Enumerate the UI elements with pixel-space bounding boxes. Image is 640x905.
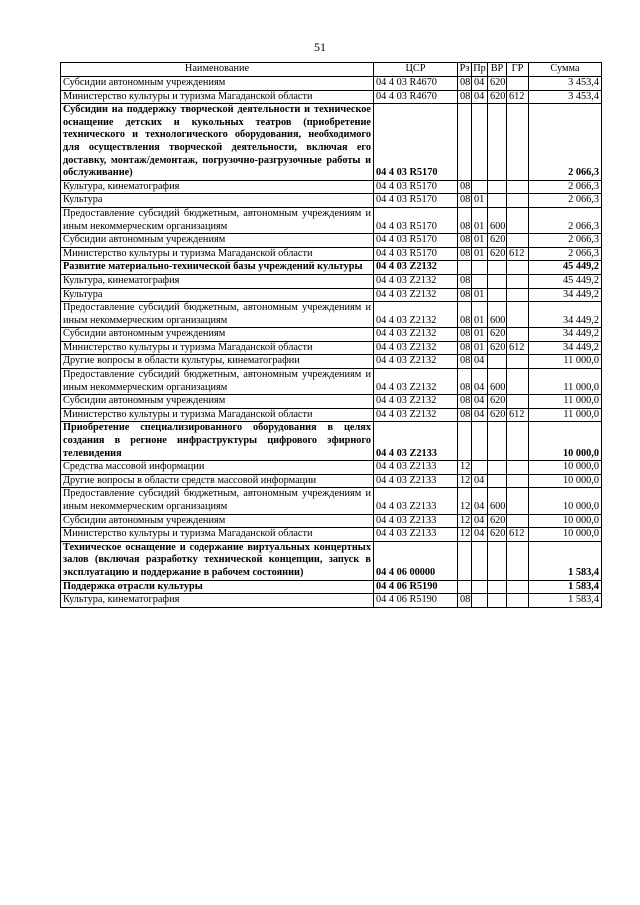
- table-row: [61, 104, 602, 181]
- cell-rz: 08: [458, 328, 472, 342]
- cell-csr: 04 4 03 Z2133: [374, 514, 458, 528]
- cell-vr: 620: [488, 408, 507, 422]
- cell-sum: 2 066,3: [529, 207, 602, 233]
- cell-vr: [488, 104, 507, 181]
- cell-pr: [472, 261, 488, 275]
- cell-name: Предоставление субсидий бюджетным, автономным учреждениям и иным некоммерческим организациям: [61, 302, 374, 328]
- table-row: [61, 369, 602, 395]
- budget-table: [60, 62, 602, 608]
- cell-vr: [488, 180, 507, 194]
- cell-vr: [488, 580, 507, 594]
- table-row: [61, 302, 602, 328]
- cell-name: Предоставление субсидий бюджетным, автономным учреждениям и иным некоммерческим организациям: [61, 369, 374, 395]
- table-row: [61, 422, 602, 461]
- cell-csr: 04 4 03 Z2132: [374, 328, 458, 342]
- table-row: [61, 274, 602, 288]
- cell-pr: [472, 422, 488, 461]
- table-row: [61, 408, 602, 422]
- cell-rz: 08: [458, 194, 472, 208]
- cell-rz: 08: [458, 207, 472, 233]
- cell-sum: 34 449,2: [529, 341, 602, 355]
- cell-pr: 01: [472, 234, 488, 248]
- cell-name: Субсидии на поддержку творческой деятельности и техническое оснащение детских и кукольных театров (приобретение технического и технологического оборудования, необходимого для осуществления творческой деятельности, включая его доставку, монтаж/демонтаж, погрузочно-разгрузочные работы и обслуживание): [61, 104, 374, 181]
- cell-name: Субсидии автономным учреждениям: [61, 514, 374, 528]
- cell-vr: [488, 355, 507, 369]
- cell-rz: 08: [458, 341, 472, 355]
- cell-gr: 612: [507, 90, 529, 104]
- cell-gr: [507, 234, 529, 248]
- cell-sum: 10 000,0: [529, 528, 602, 542]
- table-row: [61, 474, 602, 488]
- cell-rz: 12: [458, 488, 472, 514]
- cell-gr: [507, 474, 529, 488]
- cell-pr: 01: [472, 341, 488, 355]
- cell-gr: 612: [507, 408, 529, 422]
- cell-vr: 600: [488, 302, 507, 328]
- cell-rz: [458, 104, 472, 181]
- cell-rz: 12: [458, 514, 472, 528]
- cell-gr: [507, 461, 529, 475]
- cell-rz: [458, 261, 472, 275]
- cell-name: Министерство культуры и туризма Магаданской области: [61, 90, 374, 104]
- cell-rz: [458, 541, 472, 580]
- cell-name: Другие вопросы в области культуры, кинематографии: [61, 355, 374, 369]
- cell-sum: 3 453,4: [529, 77, 602, 91]
- table-row: [61, 207, 602, 233]
- cell-vr: [488, 288, 507, 302]
- cell-csr: 04 4 03 Z2132: [374, 355, 458, 369]
- cell-csr: 04 4 03 Z2132: [374, 288, 458, 302]
- table-row: [61, 594, 602, 608]
- cell-name: Средства массовой информации: [61, 461, 374, 475]
- cell-csr: 04 4 03 R5170: [374, 234, 458, 248]
- cell-pr: 04: [472, 408, 488, 422]
- cell-name: Субсидии автономным учреждениям: [61, 234, 374, 248]
- table-row: [61, 261, 602, 275]
- table-body: [61, 77, 602, 608]
- cell-csr: 04 4 03 Z2133: [374, 488, 458, 514]
- cell-vr: 620: [488, 328, 507, 342]
- table-row: [61, 528, 602, 542]
- cell-rz: 08: [458, 90, 472, 104]
- header-rz: Рз: [458, 63, 472, 77]
- cell-csr: 04 4 06 00000: [374, 541, 458, 580]
- table-row: [61, 194, 602, 208]
- cell-sum: 10 000,0: [529, 461, 602, 475]
- header-csr: ЦСР: [374, 63, 458, 77]
- cell-sum: 34 449,2: [529, 302, 602, 328]
- cell-csr: 04 4 03 Z2132: [374, 369, 458, 395]
- cell-name: Приобретение специализированного оборудования в целях создания в регионе инфраструктуры цифрового эфирного телевидения: [61, 422, 374, 461]
- cell-pr: 04: [472, 528, 488, 542]
- cell-rz: 12: [458, 461, 472, 475]
- cell-pr: 04: [472, 514, 488, 528]
- cell-vr: [488, 594, 507, 608]
- table-row: [61, 288, 602, 302]
- cell-csr: 04 4 03 Z2132: [374, 274, 458, 288]
- cell-pr: 04: [472, 474, 488, 488]
- cell-name: Другие вопросы в области средств массовой информации: [61, 474, 374, 488]
- cell-sum: 34 449,2: [529, 328, 602, 342]
- cell-sum: 2 066,3: [529, 247, 602, 261]
- cell-csr: 04 4 03 R5170: [374, 194, 458, 208]
- table-row: [61, 461, 602, 475]
- page-number: 51: [314, 40, 326, 54]
- cell-rz: 08: [458, 302, 472, 328]
- cell-rz: 12: [458, 474, 472, 488]
- cell-vr: 620: [488, 395, 507, 409]
- cell-vr: 600: [488, 207, 507, 233]
- cell-rz: 08: [458, 395, 472, 409]
- cell-vr: 620: [488, 234, 507, 248]
- table-row: [61, 488, 602, 514]
- cell-gr: [507, 514, 529, 528]
- table-row: [61, 355, 602, 369]
- cell-csr: 04 4 03 Z2132: [374, 302, 458, 328]
- cell-pr: [472, 180, 488, 194]
- cell-rz: 08: [458, 247, 472, 261]
- cell-sum: 10 000,0: [529, 422, 602, 461]
- cell-gr: [507, 355, 529, 369]
- cell-csr: 04 4 03 R5170: [374, 180, 458, 194]
- cell-vr: [488, 261, 507, 275]
- cell-csr: 04 4 06 R5190: [374, 594, 458, 608]
- cell-sum: 1 583,4: [529, 580, 602, 594]
- cell-sum: 45 449,2: [529, 261, 602, 275]
- cell-name: Субсидии автономным учреждениям: [61, 328, 374, 342]
- cell-csr: 04 4 03 R5170: [374, 207, 458, 233]
- cell-vr: 620: [488, 247, 507, 261]
- cell-gr: [507, 77, 529, 91]
- cell-vr: 620: [488, 514, 507, 528]
- cell-gr: [507, 395, 529, 409]
- cell-name: Культура, кинематография: [61, 274, 374, 288]
- cell-name: Министерство культуры и туризма Магаданской области: [61, 528, 374, 542]
- cell-name: Культура: [61, 194, 374, 208]
- cell-csr: 04 4 03 R5170: [374, 247, 458, 261]
- cell-sum: 10 000,0: [529, 488, 602, 514]
- cell-pr: 01: [472, 207, 488, 233]
- cell-name: Развитие материально-технической базы учреждений культуры: [61, 261, 374, 275]
- cell-pr: 04: [472, 369, 488, 395]
- header-sum: Сумма: [529, 63, 602, 77]
- cell-pr: 01: [472, 302, 488, 328]
- cell-sum: 11 000,0: [529, 395, 602, 409]
- table-row: [61, 247, 602, 261]
- cell-rz: 12: [458, 528, 472, 542]
- cell-gr: [507, 194, 529, 208]
- cell-name: Предоставление субсидий бюджетным, автономным учреждениям и иным некоммерческим организациям: [61, 207, 374, 233]
- cell-rz: 08: [458, 274, 472, 288]
- table-row: [61, 541, 602, 580]
- cell-gr: [507, 328, 529, 342]
- cell-pr: 01: [472, 288, 488, 302]
- cell-gr: [507, 207, 529, 233]
- cell-sum: 2 066,3: [529, 194, 602, 208]
- cell-gr: [507, 488, 529, 514]
- cell-sum: 3 453,4: [529, 90, 602, 104]
- cell-vr: 600: [488, 369, 507, 395]
- cell-rz: 08: [458, 369, 472, 395]
- cell-gr: [507, 274, 529, 288]
- cell-rz: 08: [458, 288, 472, 302]
- cell-rz: 08: [458, 408, 472, 422]
- table-row: [61, 180, 602, 194]
- cell-sum: 45 449,2: [529, 274, 602, 288]
- cell-pr: [472, 541, 488, 580]
- cell-gr: [507, 302, 529, 328]
- cell-vr: 620: [488, 341, 507, 355]
- cell-sum: 1 583,4: [529, 594, 602, 608]
- cell-name: Министерство культуры и туризма Магаданской области: [61, 247, 374, 261]
- header-vr: ВР: [488, 63, 507, 77]
- cell-sum: 2 066,3: [529, 234, 602, 248]
- cell-pr: [472, 274, 488, 288]
- table-row: [61, 328, 602, 342]
- cell-vr: [488, 474, 507, 488]
- cell-pr: 04: [472, 90, 488, 104]
- table-row: [61, 90, 602, 104]
- cell-pr: [472, 580, 488, 594]
- header-name: Наименование: [61, 63, 374, 77]
- cell-name: Культура, кинематография: [61, 180, 374, 194]
- cell-name: Техническое оснащение и содержание виртуальных концертных залов (включая разработку технической концепции, запуск в эксплуатацию и поддержание в рабочем состоянии): [61, 541, 374, 580]
- cell-vr: 620: [488, 77, 507, 91]
- cell-vr: [488, 461, 507, 475]
- table-row: [61, 234, 602, 248]
- cell-csr: 04 4 03 Z2132: [374, 341, 458, 355]
- cell-sum: 11 000,0: [529, 408, 602, 422]
- cell-csr: 04 4 03 R4670: [374, 90, 458, 104]
- cell-pr: [472, 461, 488, 475]
- cell-sum: 34 449,2: [529, 288, 602, 302]
- cell-gr: [507, 104, 529, 181]
- table-header-row: [61, 63, 602, 77]
- cell-sum: 1 583,4: [529, 541, 602, 580]
- cell-rz: 08: [458, 77, 472, 91]
- cell-vr: [488, 541, 507, 580]
- cell-name: Субсидии автономным учреждениям: [61, 77, 374, 91]
- cell-gr: 612: [507, 528, 529, 542]
- cell-name: Министерство культуры и туризма Магаданской области: [61, 408, 374, 422]
- cell-gr: [507, 594, 529, 608]
- cell-vr: 600: [488, 488, 507, 514]
- cell-csr: 04 4 03 Z2133: [374, 422, 458, 461]
- cell-gr: [507, 369, 529, 395]
- cell-csr: 04 4 03 R5170: [374, 104, 458, 181]
- cell-pr: 04: [472, 77, 488, 91]
- table-row: [61, 341, 602, 355]
- table-row: [61, 395, 602, 409]
- cell-csr: 04 4 03 Z2132: [374, 408, 458, 422]
- cell-vr: [488, 194, 507, 208]
- cell-rz: 08: [458, 234, 472, 248]
- cell-pr: 04: [472, 395, 488, 409]
- cell-gr: [507, 288, 529, 302]
- cell-pr: 04: [472, 488, 488, 514]
- cell-pr: [472, 104, 488, 181]
- cell-sum: 11 000,0: [529, 369, 602, 395]
- header-gr: ГР: [507, 63, 529, 77]
- cell-gr: [507, 261, 529, 275]
- cell-name: Министерство культуры и туризма Магаданской области: [61, 341, 374, 355]
- cell-name: Субсидии автономным учреждениям: [61, 395, 374, 409]
- cell-name: Поддержка отрасли культуры: [61, 580, 374, 594]
- cell-rz: 08: [458, 594, 472, 608]
- cell-csr: 04 4 03 Z2133: [374, 474, 458, 488]
- cell-gr: [507, 422, 529, 461]
- cell-name: Культура: [61, 288, 374, 302]
- cell-pr: 01: [472, 328, 488, 342]
- cell-sum: 10 000,0: [529, 514, 602, 528]
- table-row: [61, 77, 602, 91]
- cell-csr: 04 4 03 Z2132: [374, 261, 458, 275]
- cell-pr: 01: [472, 247, 488, 261]
- cell-name: Предоставление субсидий бюджетным, автономным учреждениям и иным некоммерческим организациям: [61, 488, 374, 514]
- cell-gr: 612: [507, 341, 529, 355]
- cell-rz: [458, 422, 472, 461]
- cell-pr: 01: [472, 194, 488, 208]
- cell-sum: 2 066,3: [529, 180, 602, 194]
- cell-sum: 10 000,0: [529, 474, 602, 488]
- cell-vr: [488, 422, 507, 461]
- cell-sum: 2 066,3: [529, 104, 602, 181]
- cell-rz: 08: [458, 180, 472, 194]
- table-row: [61, 514, 602, 528]
- cell-csr: 04 4 03 Z2132: [374, 395, 458, 409]
- cell-sum: 11 000,0: [529, 355, 602, 369]
- cell-csr: 04 4 03 Z2133: [374, 461, 458, 475]
- cell-gr: [507, 541, 529, 580]
- cell-gr: [507, 580, 529, 594]
- cell-gr: 612: [507, 247, 529, 261]
- cell-csr: 04 4 03 Z2133: [374, 528, 458, 542]
- table-row: [61, 580, 602, 594]
- cell-pr: [472, 594, 488, 608]
- cell-name: Культура, кинематография: [61, 594, 374, 608]
- cell-csr: 04 4 03 R4670: [374, 77, 458, 91]
- cell-vr: [488, 274, 507, 288]
- cell-pr: 04: [472, 355, 488, 369]
- cell-gr: [507, 180, 529, 194]
- header-pr: Пр: [472, 63, 488, 77]
- cell-rz: [458, 580, 472, 594]
- cell-csr: 04 4 06 R5190: [374, 580, 458, 594]
- cell-rz: 08: [458, 355, 472, 369]
- cell-vr: 620: [488, 528, 507, 542]
- cell-vr: 620: [488, 90, 507, 104]
